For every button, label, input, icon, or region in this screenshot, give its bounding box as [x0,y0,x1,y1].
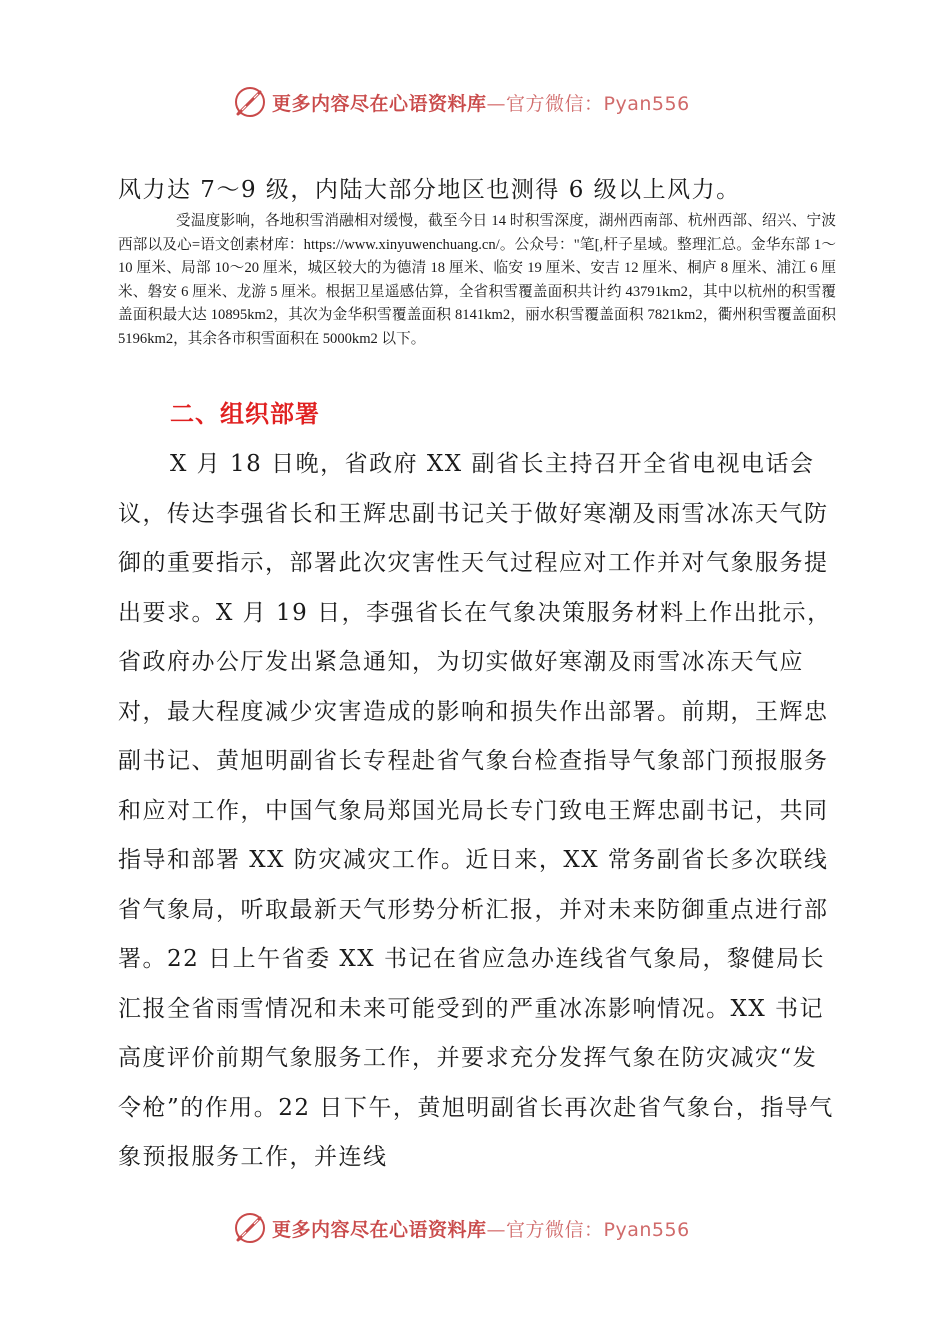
section-heading: 二、组织部署 [170,400,320,428]
deploy-paragraph: X 月 18 日晚，省政府 XX 副省长主持召开全省电视电话会议，传达李强省长和王辉忠副书记关于做好寒潮及雨雪冰冻天气防御的重要指示，部署此次灾害性天气过程应对工作并对气象服务提出要求。X 月 19 日，李强省长在气象决策服务材料上作出批示，省政府办公厅发出紧急通知，为切实做好寒潮及雨雪冰冻天气应对，最大程度减少灾害造成的影响和损失作出部署。前期，王辉忠副书记、黄旭明副省长专程赴省气象台检查指导气象部门预报服务和应对工作，中国气象局郑国光局长专门致电王辉忠副书记，共同指导和部署 XX 防灾减灾工作。近日来，XX 常务副省长多次联线省气象局，听取最新天气形势分析汇报，并对未来防御重点进行部署。22 日上午省委 XX 书记在省应急办连线省气象局，黎健局长汇报全省雨雪情况和未来可能受到的严重冰冻影响情况。XX 书记高度评价前期气象服务工作，并要求充分发挥气象在防灾减灾“发令枪”的作用。22 日下午，黄旭明副省长再次赴省气象台，指导气象预报服务工作，并连线 [118,451,834,1170]
banner-wechat-label: 官方微信： [506,1218,604,1241]
banner-brand: 更多内容尽在心语资料库 [272,1218,487,1241]
banner-wechat-label: 官方微信： [506,92,604,115]
header-banner [232,82,752,122]
snow-paragraph: 受温度影响，各地积雪消融相对缓慢，截至今日 14 时积雪深度，湖州西南部、杭州西部、绍兴、宁波西部以及心=语文创素材库：https://www.xinyuwenchuang.cn/。公众号："笔[,杆子星域。整理汇总。金华东部 1～10 厘米、局部 10～20 厘米，城区较大的为德清 18 厘米、临安 19 厘米、安吉 12 厘米、桐庐 8 厘米、浦江 6 厘米、磐安 6 厘米、龙游 5 厘米。根据卫星遥感估算，全省积雪覆盖面积共计约 43791km2，其中以杭州的积雪覆盖面积最大达 10895km2，其次为金华积雪覆盖面积 8141km2，丽水积雪覆盖面积 7821km2，衢州积雪覆盖面积 5196km2，其余各市积雪面积在 5000km2 以下。 [118,213,836,347]
banner-wechat-id: Pyan556 [603,1218,690,1241]
wind-line: 风力达 7～9 级，内陆大部分地区也测得 6 级以上风力。 [118,177,741,203]
banner-dash: — [486,92,507,115]
banner-text [272,89,690,116]
footer-banner [232,1208,752,1248]
banner-brand: 更多内容尽在心语资料库 [272,92,487,115]
banner-text [272,1215,690,1242]
banner-wechat-id: Pyan556 [603,92,690,115]
pen-logo-icon [232,84,268,120]
banner-dash: — [486,1218,507,1241]
pen-logo-icon [232,1210,268,1246]
